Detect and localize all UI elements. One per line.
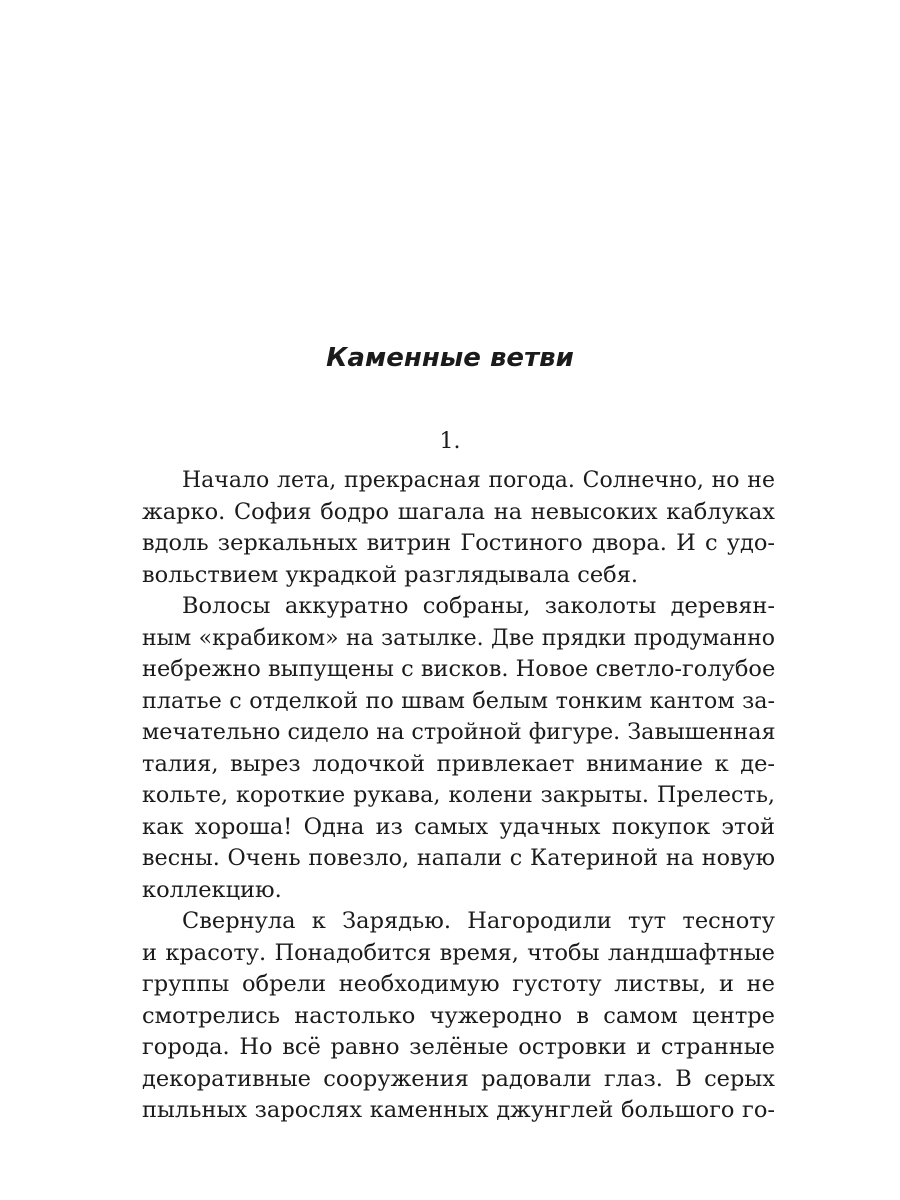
text-line: города. Но всё равно зелёные островки и странные <box>142 1034 775 1060</box>
text-line: группы обрели необходимую густоту листвы, и не <box>142 971 775 997</box>
text-line: платье с отделкой по швам белым тонким кантом за- <box>142 687 775 714</box>
text-line: Начало лета, прекрасная погода. Солнечно, но не <box>182 468 775 493</box>
text-line: пыльных зарослях каменных джунглей большого го- <box>142 1097 775 1123</box>
text-line: вольствием украдкой разглядывала себя. <box>142 561 639 588</box>
chapter-number: 1. <box>439 429 461 454</box>
body-text <box>142 465 775 1127</box>
text-line: весны. Очень повезло, напали с Катериной на новую <box>142 845 775 871</box>
text-line: вдоль зеркальных витрин Гостиного двора. И с удо- <box>142 530 775 556</box>
text-line: талия, вырез лодочкой привлекает внимание к де- <box>142 750 775 777</box>
text-line: декоративные сооружения радовали глаз. В серых <box>142 1065 775 1092</box>
text-line: мечательно сидело на стройной фигуре. Завышенная <box>142 719 775 745</box>
chapter-heading: Каменные ветви <box>326 343 574 373</box>
text-line: ным «крабиком» на затылке. Две прядки продуманно <box>142 625 775 651</box>
text-line: смотрелись настолько чужеродно в самом центре <box>142 1002 775 1029</box>
text-line: кольте, короткие рукава, колени закрыты. Прелесть, <box>142 782 775 808</box>
text-line: и красоту. Понадобится время, чтобы ландшафтные <box>142 939 775 966</box>
text-line: небрежно выпущены с висков. Новое светло-голубое <box>142 656 775 682</box>
text-line: как хороша! Одна из самых удачных покупок этой <box>142 813 775 840</box>
text-line: жарко. София бодро шагала на невысоких каблуках <box>142 498 775 525</box>
text-line: Волосы аккуратно собраны, заколоты деревян- <box>182 593 775 619</box>
text-line: Свернула к Зарядью. Нагородили тут тесноту <box>182 908 775 934</box>
text-line: коллекцию. <box>142 876 282 903</box>
